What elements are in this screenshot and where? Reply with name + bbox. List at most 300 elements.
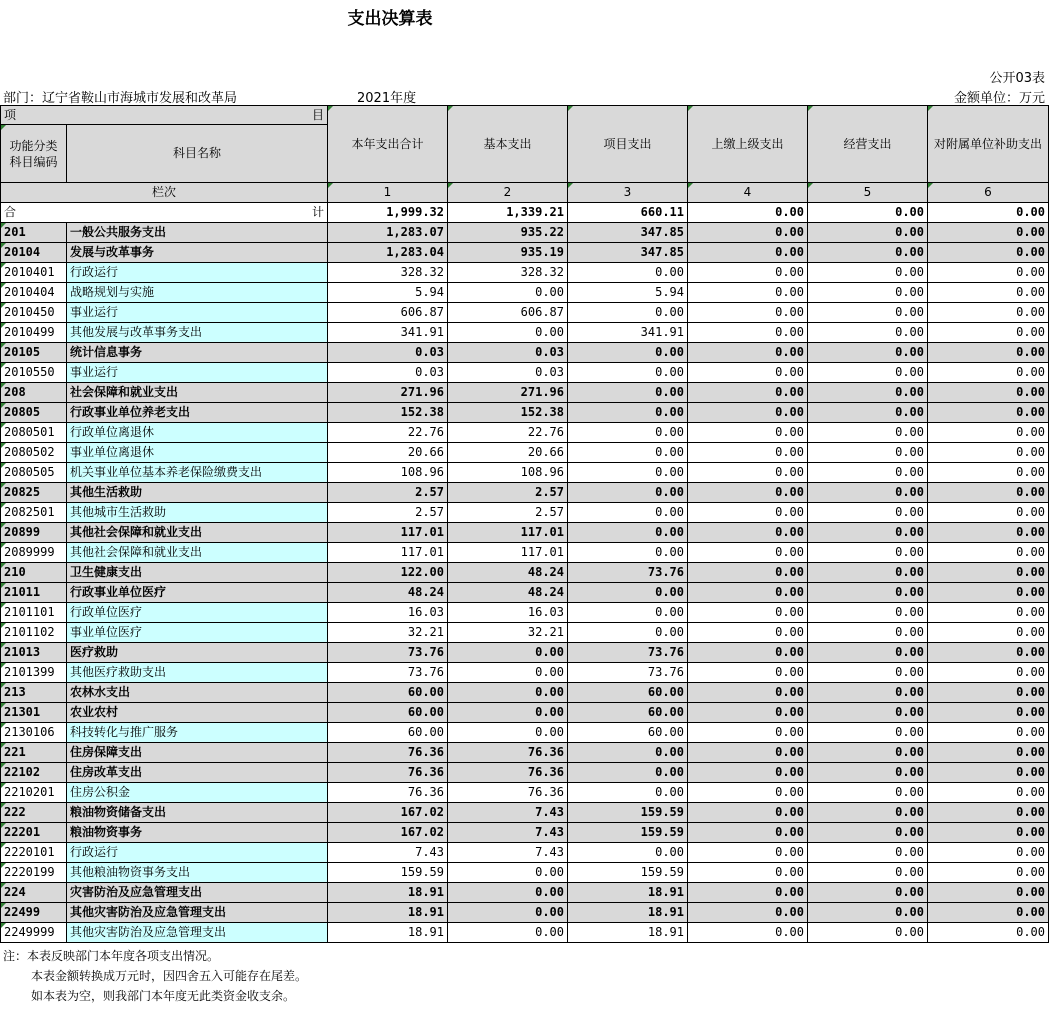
row-value-1: 60.00: [328, 723, 448, 743]
row-value-3: 0.00: [568, 763, 688, 783]
row-value-4: 0.00: [688, 303, 808, 323]
row-value-4: 0.00: [688, 263, 808, 283]
row-value-3: 159.59: [568, 803, 688, 823]
row-index-label: 栏次: [1, 183, 328, 203]
col-index-6: 6: [928, 183, 1049, 203]
row-value-2: 16.03: [448, 603, 568, 623]
row-value-4: 0.00: [688, 323, 808, 343]
row-name: 其他粮油物资事务支出: [67, 863, 328, 883]
row-value-5: 0.00: [808, 823, 928, 843]
col-header-basic: 基本支出: [448, 106, 568, 183]
total-value-6: 0.00: [928, 203, 1049, 223]
row-value-3: 347.85: [568, 223, 688, 243]
total-value-1: 1,999.32: [328, 203, 448, 223]
row-value-1: 2.57: [328, 503, 448, 523]
table-row: [1, 243, 1049, 263]
row-value-2: 0.03: [448, 363, 568, 383]
row-code: 221: [1, 743, 67, 763]
row-name: 事业运行: [67, 303, 328, 323]
row-code: 2082501: [1, 503, 67, 523]
row-value-6: 0.00: [928, 723, 1049, 743]
row-code: 20899: [1, 523, 67, 543]
table-row: [1, 383, 1049, 403]
row-code: 224: [1, 883, 67, 903]
row-value-3: 0.00: [568, 463, 688, 483]
row-value-3: 0.00: [568, 603, 688, 623]
row-value-1: 20.66: [328, 443, 448, 463]
row-code: 201: [1, 223, 67, 243]
table-row: [1, 863, 1049, 883]
row-value-1: 328.32: [328, 263, 448, 283]
row-code: 20825: [1, 483, 67, 503]
row-value-5: 0.00: [808, 543, 928, 563]
row-value-5: 0.00: [808, 863, 928, 883]
row-name: 卫生健康支出: [67, 563, 328, 583]
row-value-5: 0.00: [808, 403, 928, 423]
col-header-subsidy: 对附属单位补助支出: [928, 106, 1049, 183]
row-value-2: 76.36: [448, 763, 568, 783]
row-value-2: 0.00: [448, 723, 568, 743]
table-row: [1, 643, 1049, 663]
row-name: 其他生活救助: [67, 483, 328, 503]
row-value-2: 2.57: [448, 503, 568, 523]
row-value-2: 48.24: [448, 583, 568, 603]
row-value-1: 32.21: [328, 623, 448, 643]
total-value-4: 0.00: [688, 203, 808, 223]
row-value-4: 0.00: [688, 403, 808, 423]
row-code: 2101102: [1, 623, 67, 643]
row-value-4: 0.00: [688, 643, 808, 663]
row-value-3: 159.59: [568, 823, 688, 843]
row-value-3: 60.00: [568, 683, 688, 703]
table-body: [1, 223, 1049, 943]
table-row: [1, 503, 1049, 523]
row-code: 2220101: [1, 843, 67, 863]
row-value-6: 0.00: [928, 583, 1049, 603]
row-name: 科技转化与推广服务: [67, 723, 328, 743]
row-value-1: 73.76: [328, 643, 448, 663]
row-value-1: 159.59: [328, 863, 448, 883]
row-value-2: 152.38: [448, 403, 568, 423]
table-row: [1, 783, 1049, 803]
row-value-5: 0.00: [808, 343, 928, 363]
department-label: 部门：辽宁省鞍山市海城市发展和改革局: [3, 91, 238, 106]
row-value-4: 0.00: [688, 343, 808, 363]
total-value-2: 1,339.21: [448, 203, 568, 223]
row-value-2: 117.01: [448, 543, 568, 563]
row-value-6: 0.00: [928, 423, 1049, 443]
row-value-4: 0.00: [688, 923, 808, 943]
row-value-2: 0.00: [448, 323, 568, 343]
row-name: 医疗救助: [67, 643, 328, 663]
row-value-4: 0.00: [688, 823, 808, 843]
row-value-5: 0.00: [808, 503, 928, 523]
col-header-total: 本年支出合计: [328, 106, 448, 183]
row-value-3: 18.91: [568, 923, 688, 943]
row-value-3: 0.00: [568, 843, 688, 863]
row-value-4: 0.00: [688, 623, 808, 643]
row-name: 一般公共服务支出: [67, 223, 328, 243]
row-value-2: 328.32: [448, 263, 568, 283]
row-value-3: 18.91: [568, 883, 688, 903]
row-value-5: 0.00: [808, 283, 928, 303]
expenditure-table: [0, 105, 1049, 943]
row-value-3: 0.00: [568, 583, 688, 603]
table-row: [1, 523, 1049, 543]
row-value-6: 0.00: [928, 923, 1049, 943]
row-code: 22499: [1, 903, 67, 923]
table-row: [1, 723, 1049, 743]
row-value-4: 0.00: [688, 783, 808, 803]
row-value-2: 117.01: [448, 523, 568, 543]
row-value-1: 117.01: [328, 543, 448, 563]
row-value-5: 0.00: [808, 843, 928, 863]
row-value-5: 0.00: [808, 803, 928, 823]
row-code: 2220199: [1, 863, 67, 883]
row-value-4: 0.00: [688, 543, 808, 563]
row-code: 21013: [1, 643, 67, 663]
row-value-6: 0.00: [928, 683, 1049, 703]
row-value-5: 0.00: [808, 443, 928, 463]
row-value-2: 0.00: [448, 863, 568, 883]
notes: [3, 946, 307, 1006]
row-value-1: 18.91: [328, 883, 448, 903]
row-value-6: 0.00: [928, 223, 1049, 243]
row-value-6: 0.00: [928, 303, 1049, 323]
row-value-3: 0.00: [568, 303, 688, 323]
row-name: 社会保障和就业支出: [67, 383, 328, 403]
row-value-4: 0.00: [688, 883, 808, 903]
row-value-6: 0.00: [928, 363, 1049, 383]
row-name: 行政运行: [67, 263, 328, 283]
col-header-project: 项目支出: [568, 106, 688, 183]
row-value-3: 73.76: [568, 563, 688, 583]
item-header-right: 目: [311, 108, 324, 122]
table-row: [1, 283, 1049, 303]
row-value-4: 0.00: [688, 423, 808, 443]
row-value-2: 7.43: [448, 843, 568, 863]
row-code: 2101399: [1, 663, 67, 683]
table-row: [1, 583, 1049, 603]
note-line: 如本表为空，则我部门本年度无此类资金收支余。: [31, 989, 296, 1003]
row-value-1: 341.91: [328, 323, 448, 343]
row-value-3: 0.00: [568, 363, 688, 383]
row-name: 行政事业单位养老支出: [67, 403, 328, 423]
row-value-3: 5.94: [568, 283, 688, 303]
row-value-4: 0.00: [688, 843, 808, 863]
row-value-1: 16.03: [328, 603, 448, 623]
row-value-2: 108.96: [448, 463, 568, 483]
row-value-2: 0.00: [448, 283, 568, 303]
row-value-2: 0.00: [448, 703, 568, 723]
row-value-3: 0.00: [568, 343, 688, 363]
row-value-3: 0.00: [568, 503, 688, 523]
row-value-1: 1,283.07: [328, 223, 448, 243]
col-index-2: 2: [448, 183, 568, 203]
row-value-3: 60.00: [568, 723, 688, 743]
row-value-4: 0.00: [688, 723, 808, 743]
row-value-2: 2.57: [448, 483, 568, 503]
row-name: 行政单位离退休: [67, 423, 328, 443]
row-code: 20805: [1, 403, 67, 423]
row-value-4: 0.00: [688, 703, 808, 723]
row-value-2: 48.24: [448, 563, 568, 583]
row-name: 其他社会保障和就业支出: [67, 543, 328, 563]
row-value-1: 18.91: [328, 903, 448, 923]
row-name: 其他社会保障和就业支出: [67, 523, 328, 543]
row-value-3: 0.00: [568, 483, 688, 503]
row-value-5: 0.00: [808, 383, 928, 403]
row-value-3: 0.00: [568, 423, 688, 443]
table-row: [1, 363, 1049, 383]
row-value-3: 0.00: [568, 383, 688, 403]
table-row: [1, 223, 1049, 243]
row-value-1: 2.57: [328, 483, 448, 503]
row-value-1: 60.00: [328, 703, 448, 723]
table-row: [1, 743, 1049, 763]
row-value-3: 18.91: [568, 903, 688, 923]
row-value-1: 73.76: [328, 663, 448, 683]
row-name: 灾害防治及应急管理支出: [67, 883, 328, 903]
col-header-business: 经营支出: [808, 106, 928, 183]
row-value-4: 0.00: [688, 483, 808, 503]
row-value-3: 60.00: [568, 703, 688, 723]
total-label-right: 计: [311, 205, 324, 219]
row-name: 粮油物资事务: [67, 823, 328, 843]
row-value-5: 0.00: [808, 303, 928, 323]
row-value-6: 0.00: [928, 443, 1049, 463]
row-code: 21011: [1, 583, 67, 603]
row-value-4: 0.00: [688, 443, 808, 463]
table-row: [1, 923, 1049, 943]
row-value-5: 0.00: [808, 883, 928, 903]
table-row: [1, 603, 1049, 623]
row-name: 其他发展与改革事务支出: [67, 323, 328, 343]
row-value-3: 0.00: [568, 263, 688, 283]
table-row: [1, 463, 1049, 483]
row-value-1: 60.00: [328, 683, 448, 703]
row-value-6: 0.00: [928, 523, 1049, 543]
row-code: 21301: [1, 703, 67, 723]
row-value-5: 0.00: [808, 723, 928, 743]
row-value-5: 0.00: [808, 263, 928, 283]
table-row: [1, 563, 1049, 583]
row-value-3: 0.00: [568, 443, 688, 463]
row-value-6: 0.00: [928, 663, 1049, 683]
row-code: 2010499: [1, 323, 67, 343]
row-value-1: 18.91: [328, 923, 448, 943]
row-value-6: 0.00: [928, 323, 1049, 343]
row-value-2: 76.36: [448, 783, 568, 803]
row-value-4: 0.00: [688, 243, 808, 263]
row-code: 213: [1, 683, 67, 703]
row-value-2: 935.19: [448, 243, 568, 263]
row-value-6: 0.00: [928, 763, 1049, 783]
table-row: [1, 803, 1049, 823]
row-value-1: 22.76: [328, 423, 448, 443]
row-value-1: 76.36: [328, 783, 448, 803]
table-row: [1, 843, 1049, 863]
row-value-6: 0.00: [928, 483, 1049, 503]
row-value-5: 0.00: [808, 923, 928, 943]
row-value-4: 0.00: [688, 803, 808, 823]
item-header-cell: [1, 106, 328, 125]
row-value-6: 0.00: [928, 803, 1049, 823]
table-row: [1, 883, 1049, 903]
row-value-5: 0.00: [808, 523, 928, 543]
table-row: [1, 663, 1049, 683]
row-value-2: 7.43: [448, 823, 568, 843]
row-name: 战略规划与实施: [67, 283, 328, 303]
row-value-5: 0.00: [808, 363, 928, 383]
row-name: 事业运行: [67, 363, 328, 383]
row-value-4: 0.00: [688, 463, 808, 483]
row-code: 2130106: [1, 723, 67, 743]
row-value-5: 0.00: [808, 743, 928, 763]
table-row: [1, 703, 1049, 723]
row-name: 其他城市生活救助: [67, 503, 328, 523]
row-name: 机关事业单位基本养老保险缴费支出: [67, 463, 328, 483]
row-value-5: 0.00: [808, 603, 928, 623]
total-row: [1, 203, 1049, 223]
row-value-3: 73.76: [568, 663, 688, 683]
row-value-2: 0.00: [448, 663, 568, 683]
row-code: 2080501: [1, 423, 67, 443]
row-value-2: 271.96: [448, 383, 568, 403]
row-code: 2080505: [1, 463, 67, 483]
row-code: 2010404: [1, 283, 67, 303]
row-value-1: 76.36: [328, 763, 448, 783]
row-value-2: 935.22: [448, 223, 568, 243]
row-value-2: 20.66: [448, 443, 568, 463]
row-value-6: 0.00: [928, 383, 1049, 403]
row-value-1: 117.01: [328, 523, 448, 543]
row-value-1: 108.96: [328, 463, 448, 483]
row-value-6: 0.00: [928, 623, 1049, 643]
row-name: 事业单位医疗: [67, 623, 328, 643]
row-name: 行政事业单位医疗: [67, 583, 328, 603]
row-name: 发展与改革事务: [67, 243, 328, 263]
unit-label: 金额单位：万元: [953, 91, 1045, 106]
table-row: [1, 823, 1049, 843]
row-value-6: 0.00: [928, 263, 1049, 283]
row-value-4: 0.00: [688, 283, 808, 303]
row-value-4: 0.00: [688, 223, 808, 243]
row-value-5: 0.00: [808, 483, 928, 503]
row-value-4: 0.00: [688, 583, 808, 603]
row-code: 222: [1, 803, 67, 823]
row-code: 20104: [1, 243, 67, 263]
row-value-4: 0.00: [688, 763, 808, 783]
row-value-4: 0.00: [688, 503, 808, 523]
col-index-4: 4: [688, 183, 808, 203]
row-value-6: 0.00: [928, 503, 1049, 523]
row-name: 其他灾害防治及应急管理支出: [67, 923, 328, 943]
row-value-1: 167.02: [328, 803, 448, 823]
row-value-2: 76.36: [448, 743, 568, 763]
row-code: 210: [1, 563, 67, 583]
row-value-6: 0.00: [928, 703, 1049, 723]
row-value-3: 0.00: [568, 523, 688, 543]
row-value-5: 0.00: [808, 423, 928, 443]
row-value-5: 0.00: [808, 663, 928, 683]
table-row: [1, 263, 1049, 283]
table-row: [1, 623, 1049, 643]
row-value-5: 0.00: [808, 223, 928, 243]
row-value-3: 0.00: [568, 403, 688, 423]
year-label: 2021年度: [357, 91, 417, 106]
row-name: 行政单位医疗: [67, 603, 328, 623]
row-value-6: 0.00: [928, 343, 1049, 363]
row-code: 2249999: [1, 923, 67, 943]
table-row: [1, 323, 1049, 343]
row-value-3: 0.00: [568, 623, 688, 643]
row-value-4: 0.00: [688, 383, 808, 403]
func-code-header: 功能分类科目编码: [1, 125, 67, 183]
row-value-5: 0.00: [808, 903, 928, 923]
row-value-3: 341.91: [568, 323, 688, 343]
row-value-3: 159.59: [568, 863, 688, 883]
row-value-3: 0.00: [568, 743, 688, 763]
item-header-left: 项: [4, 108, 17, 122]
row-value-6: 0.00: [928, 243, 1049, 263]
row-name: 其他医疗救助支出: [67, 663, 328, 683]
row-value-1: 152.38: [328, 403, 448, 423]
row-code: 2010450: [1, 303, 67, 323]
row-name: 统计信息事务: [67, 343, 328, 363]
row-value-1: 167.02: [328, 823, 448, 843]
row-value-1: 5.94: [328, 283, 448, 303]
row-code: 2089999: [1, 543, 67, 563]
row-value-6: 0.00: [928, 883, 1049, 903]
form-code: 公开03表: [989, 71, 1045, 86]
row-name: 行政运行: [67, 843, 328, 863]
row-value-1: 48.24: [328, 583, 448, 603]
table-header: [1, 106, 1049, 223]
subject-name-header: 科目名称: [67, 125, 328, 183]
total-label-cell: [1, 203, 328, 223]
row-value-6: 0.00: [928, 903, 1049, 923]
row-value-3: 0.00: [568, 783, 688, 803]
row-value-5: 0.00: [808, 563, 928, 583]
total-value-5: 0.00: [808, 203, 928, 223]
row-value-4: 0.00: [688, 563, 808, 583]
row-value-6: 0.00: [928, 643, 1049, 663]
page-title: 支出决算表: [347, 9, 433, 29]
row-value-4: 0.00: [688, 743, 808, 763]
row-name: 住房保障支出: [67, 743, 328, 763]
row-code: 2101101: [1, 603, 67, 623]
row-value-4: 0.00: [688, 603, 808, 623]
table-row: [1, 343, 1049, 363]
row-value-4: 0.00: [688, 683, 808, 703]
table-row: [1, 303, 1049, 323]
total-label-left: 合: [4, 205, 17, 219]
row-value-5: 0.00: [808, 323, 928, 343]
table-row: [1, 543, 1049, 563]
row-value-6: 0.00: [928, 283, 1049, 303]
row-value-6: 0.00: [928, 563, 1049, 583]
row-value-2: 0.03: [448, 343, 568, 363]
row-value-6: 0.00: [928, 863, 1049, 883]
row-value-1: 7.43: [328, 843, 448, 863]
row-value-1: 0.03: [328, 343, 448, 363]
row-value-6: 0.00: [928, 823, 1049, 843]
row-value-6: 0.00: [928, 783, 1049, 803]
col-index-1: 1: [328, 183, 448, 203]
row-code: 22102: [1, 763, 67, 783]
row-code: 2210201: [1, 783, 67, 803]
